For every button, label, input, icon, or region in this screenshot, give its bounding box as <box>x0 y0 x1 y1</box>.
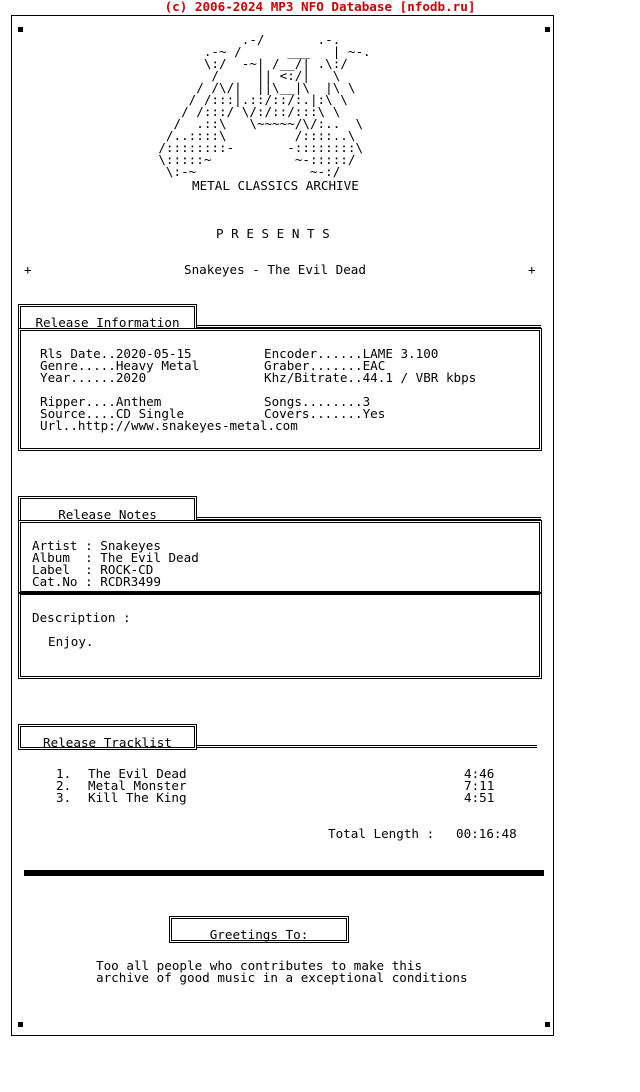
release-notes-tab <box>18 496 197 520</box>
tracklist-rule <box>197 745 537 748</box>
plus-left-marker: + <box>24 262 32 277</box>
release-notes-description-box <box>18 592 542 679</box>
release-info-heading: Release Information <box>35 315 180 330</box>
track-number: 1. <box>56 766 72 781</box>
track-time: 4:46 <box>464 766 495 781</box>
corner-dot-top-right <box>545 27 550 32</box>
greetings-line-2: archive of good music in a exceptional conditions <box>96 970 468 985</box>
khz-bitrate: Khz/Bitrate..44.1 / VBR kbps <box>264 370 477 385</box>
greetings-line-1: Too all people who contributes to make this <box>96 958 423 973</box>
corner-dot-bottom-right <box>545 1022 550 1027</box>
ascii-logo-art: .-/ .-. .-~ / ___ | ~-. \:/ -~| /__/| .\:/ / || <:/| \ / /\/| ||\__|\ |\ \ / /:::|.::/::/:.|:\ \ / /:::/ \/:/::/:::\ \ / .::\ \~~~~~/\/:.. \ /..::::\ /::::..\ /::::::::- -::::::::\ \:::::~ ~-:::::/ \:-~ ~-:/ <box>158 32 371 179</box>
track-number: 2. <box>56 778 72 793</box>
track-time: 7:11 <box>464 778 495 793</box>
tracklist-tab <box>18 724 197 750</box>
total-length-label: Total Length : <box>328 826 435 841</box>
tracklist-heading: Release Tracklist <box>43 735 172 750</box>
ripper: Ripper....Anthem <box>40 394 162 409</box>
release-info-tab <box>18 304 197 328</box>
track-time: 4:51 <box>464 790 495 805</box>
greetings-heading: Greetings To: <box>209 927 309 942</box>
track-title: Kill The King <box>88 790 187 805</box>
greetings-box <box>169 916 349 943</box>
cat-no: Cat.No : RCDR3499 <box>32 574 161 589</box>
release-notes-heading: Release Notes <box>58 507 157 522</box>
description-text: Enjoy. <box>48 634 94 649</box>
track-title: The Evil Dead <box>88 766 187 781</box>
genre: Genre.....Heavy Metal <box>40 358 200 373</box>
logo-caption: METAL CLASSICS ARCHIVE <box>192 178 359 193</box>
rls-date: Rls Date..2020-05-15 <box>40 346 192 361</box>
songs: Songs........3 <box>264 394 371 409</box>
corner-dot-bottom-left <box>18 1022 23 1027</box>
encoder: Encoder......LAME 3.100 <box>264 346 439 361</box>
label: Label : ROCK-CD <box>32 562 154 577</box>
description-label: Description : <box>32 610 131 625</box>
graber: Graber.......EAC <box>264 358 386 373</box>
track-title: Metal Monster <box>88 778 187 793</box>
year: Year......2020 <box>40 370 147 385</box>
site-header: (c) 2006-2024 MP3 NFO Database [nfodb.ru] <box>164 0 476 14</box>
covers: Covers.......Yes <box>264 406 386 421</box>
total-length-value: 00:16:48 <box>456 826 517 841</box>
plus-right-marker: + <box>528 262 536 277</box>
source: Source....CD Single <box>40 406 185 421</box>
album: Album : The Evil Dead <box>32 550 199 565</box>
section-divider <box>24 870 544 876</box>
release-title: Snakeyes - The Evil Dead <box>184 262 366 277</box>
presents-text: P R E S E N T S <box>216 226 330 241</box>
artist: Artist : Snakeyes <box>32 538 161 553</box>
corner-dot-top-left <box>18 27 23 32</box>
url: Url..http://www.snakeyes-metal.com <box>40 418 298 433</box>
track-number: 3. <box>56 790 72 805</box>
